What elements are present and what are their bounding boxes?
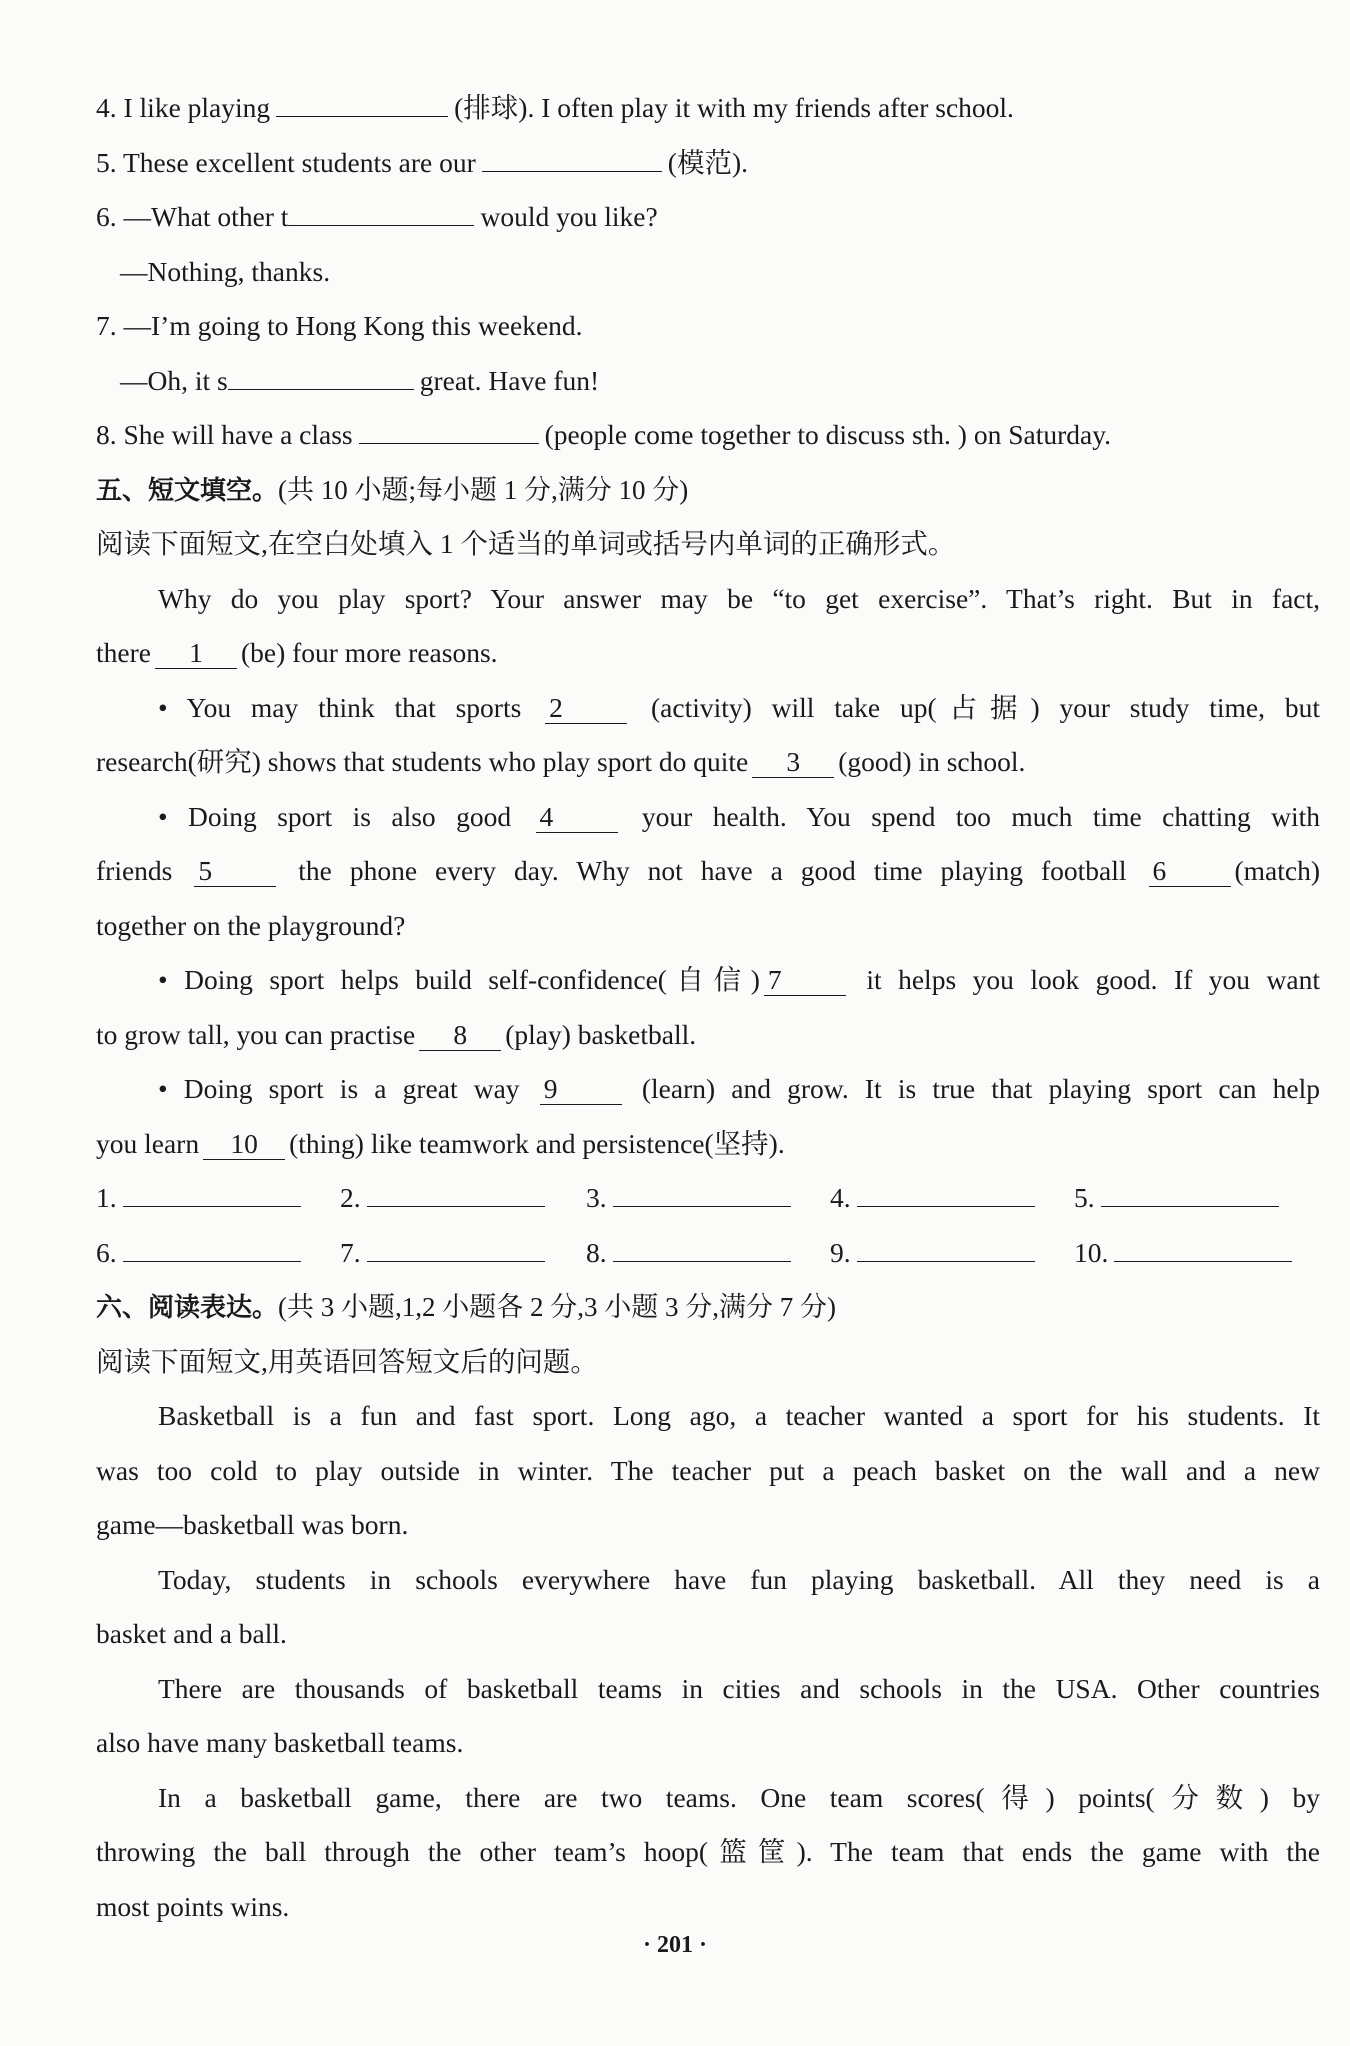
passage-text: (activity) will take up(占据) your study time, but — [651, 692, 1320, 723]
question-text: (排球). I often play it with my friends after school. — [454, 92, 1014, 123]
numbered-blank[interactable]: 7 — [764, 965, 846, 996]
reading-line: throwing the ball through the other team’s hoop(篮筐). The team that ends the game with the — [96, 1836, 1320, 1867]
passage-line: together on the playground? — [96, 910, 406, 941]
passage-text: the phone every day. Why not have a good time playing football — [298, 855, 1127, 886]
question-7: 7. —I’m going to Hong Kong this weekend. — [96, 310, 583, 341]
reading-line: basket and a ball. — [96, 1618, 287, 1649]
answer-label: 4. — [830, 1182, 851, 1213]
answer-label: 3. — [586, 1182, 607, 1213]
numbered-blank[interactable]: 8 — [419, 1020, 501, 1051]
section-note: (共 3 小题,1,2 小题各 2 分,3 小题 3 分,满分 7 分) — [278, 1292, 836, 1322]
reading-line: game—basketball was born. — [96, 1509, 409, 1540]
passage-text: (good) in school. — [838, 746, 1026, 777]
question-text: 5. These excellent students are our — [96, 147, 476, 178]
numbered-blank[interactable]: 3 — [752, 747, 834, 778]
reading-line: was too cold to play outside in winter. The teacher put a peach basket on the wall and a new — [96, 1455, 1320, 1486]
reading-line: most points wins. — [96, 1891, 290, 1922]
passage-text: (play) basketball. — [505, 1019, 697, 1050]
passage-line — [96, 744, 1320, 780]
answer-line-5 — [1074, 1180, 1285, 1216]
section-title: 五、短文填空。 — [96, 476, 279, 506]
question-text: 4. I like playing — [96, 92, 271, 123]
passage-line — [158, 690, 1320, 726]
answer-label: 8. — [586, 1237, 607, 1268]
section-6-heading — [96, 1289, 1320, 1326]
answer-label: 10. — [1074, 1237, 1109, 1268]
section-5-instruction: 阅读下面短文,在空白处填入 1 个适当的单词或括号内单词的正确形式。 — [96, 528, 956, 559]
answer-blank[interactable] — [276, 90, 448, 117]
passage-text: there — [96, 637, 151, 668]
passage-text: (be) four more reasons. — [240, 637, 498, 668]
answer-label: 1. — [96, 1182, 117, 1213]
answer-line-8 — [586, 1235, 797, 1271]
answer-blank[interactable] — [228, 363, 414, 390]
answer-blank[interactable] — [359, 417, 539, 444]
answer-label: 2. — [340, 1182, 361, 1213]
answer-blank[interactable] — [123, 1235, 301, 1262]
passage-text: friends — [96, 855, 173, 886]
answer-line-7 — [340, 1235, 551, 1271]
passage-line — [158, 1071, 1320, 1107]
passage-text: • You may think that sports — [158, 692, 522, 723]
passage-text: • Doing sport is also good — [158, 801, 512, 832]
passage-line — [96, 1017, 1320, 1053]
passage-text: research(研究) shows that students who play sport do quite — [96, 746, 749, 777]
answer-blank[interactable] — [482, 145, 662, 172]
reading-line: Today, students in schools everywhere have fun playing basketball. All they need is a — [158, 1564, 1320, 1595]
question-text: —Oh, it s — [120, 365, 228, 396]
numbered-blank[interactable]: 5 — [194, 856, 276, 887]
question-text: great. Have fun! — [419, 365, 600, 396]
answer-blank[interactable] — [857, 1180, 1035, 1207]
answer-line-3 — [586, 1180, 797, 1216]
answer-line-6 — [96, 1235, 307, 1271]
numbered-blank[interactable]: 6 — [1149, 856, 1231, 887]
question-6 — [96, 199, 1320, 235]
answer-label: 5. — [1074, 1182, 1095, 1213]
answer-line-1 — [96, 1180, 307, 1216]
passage-text: (learn) and grow. It is true that playing sport can help — [641, 1073, 1320, 1104]
question-4 — [96, 90, 1320, 126]
reading-line: also have many basketball teams. — [96, 1727, 464, 1758]
page-number: · 201 · — [642, 1932, 707, 1958]
section-note: (共 10 小题;每小题 1 分,满分 10 分) — [278, 475, 689, 505]
passage-line — [96, 1126, 1320, 1162]
section-title: 六、阅读表达。 — [96, 1293, 279, 1323]
passage-line: Why do you play sport? Your answer may be “to get exercise”. That’s right. But in fact, — [158, 583, 1320, 614]
question-text: (people come together to discuss sth. ) on Saturday. — [544, 419, 1112, 450]
question-8 — [96, 417, 1320, 453]
numbered-blank[interactable]: 4 — [536, 802, 618, 833]
passage-text: your health. You spend too much time chatting with — [641, 801, 1320, 832]
section-5-heading — [96, 472, 1320, 509]
answer-line-9 — [830, 1235, 1041, 1271]
numbered-blank[interactable]: 2 — [545, 693, 627, 724]
answer-blank[interactable] — [367, 1180, 545, 1207]
passage-line — [96, 635, 1320, 671]
answer-label: 9. — [830, 1237, 851, 1268]
passage-text: (match) — [1234, 855, 1320, 886]
reading-line: There are thousands of basketball teams in cities and schools in the USA. Other countries — [158, 1673, 1320, 1704]
passage-line — [158, 962, 1320, 998]
question-7-reply — [120, 363, 1320, 399]
passage-text: you learn — [96, 1128, 200, 1159]
answer-label: 6. — [96, 1237, 117, 1268]
answer-blank[interactable] — [123, 1180, 301, 1207]
answer-line-2 — [340, 1180, 551, 1216]
passage-text: (thing) like teamwork and persistence(坚持). — [289, 1128, 785, 1159]
answer-blank[interactable] — [288, 199, 474, 226]
question-text: would you like? — [480, 201, 658, 232]
answer-line-4 — [830, 1180, 1041, 1216]
reading-line: In a basketball game, there are two teams. One team scores(得) points(分数) by — [158, 1782, 1320, 1813]
question-6-reply: —Nothing, thanks. — [120, 256, 331, 287]
answer-blank[interactable] — [613, 1180, 791, 1207]
reading-line: Basketball is a fun and fast sport. Long ago, a teacher wanted a sport for his students. It — [158, 1400, 1320, 1431]
numbered-blank[interactable]: 9 — [540, 1074, 622, 1105]
passage-line — [96, 853, 1320, 889]
numbered-blank[interactable]: 10 — [203, 1129, 285, 1160]
answer-blank[interactable] — [857, 1235, 1035, 1262]
answer-blank[interactable] — [613, 1235, 791, 1262]
passage-text: it helps you look good. If you want — [866, 964, 1320, 995]
passage-line — [158, 799, 1320, 835]
answer-label: 7. — [340, 1237, 361, 1268]
numbered-blank[interactable]: 1 — [155, 638, 237, 669]
question-text: (模范). — [667, 147, 748, 178]
answer-line-10 — [1074, 1235, 1298, 1271]
passage-text: • Doing sport helps build self-confidence(自信) — [158, 964, 760, 995]
passage-text: • Doing sport is a great way — [158, 1073, 520, 1104]
answer-blank[interactable] — [1101, 1180, 1279, 1207]
section-6-instruction: 阅读下面短文,用英语回答短文后的问题。 — [96, 1346, 598, 1377]
question-text: 8. She will have a class — [96, 419, 353, 450]
question-text: 6. —What other t — [96, 201, 289, 232]
answer-blank[interactable] — [1114, 1235, 1292, 1262]
answer-blank[interactable] — [367, 1235, 545, 1262]
passage-text: to grow tall, you can practise — [96, 1019, 416, 1050]
question-5 — [96, 145, 1320, 181]
